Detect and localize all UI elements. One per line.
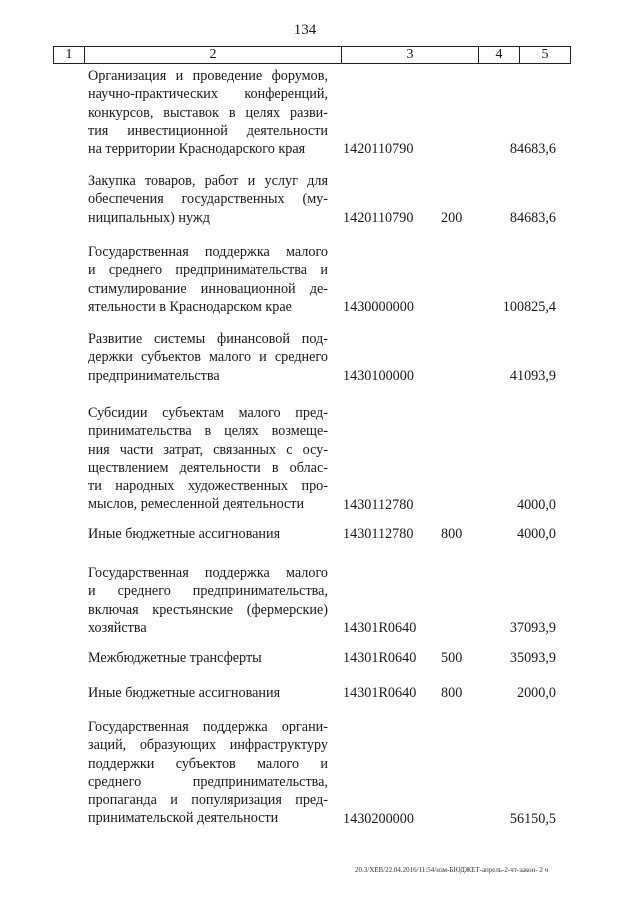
description-line: на территории Краснодарского края (88, 141, 306, 158)
amount: 56150,5 (509, 810, 556, 827)
description-line: ти народных художественных про- (88, 478, 328, 495)
description-line: конкурсов, выставок в целях разви- (88, 104, 328, 121)
expense-type-code: 200 (441, 209, 463, 226)
target-code: 1430200000 (343, 810, 414, 827)
description-line: Межбюджетные трансферты (88, 650, 262, 666)
description-line: ниципальных) нужд (88, 209, 210, 226)
row-description (88, 67, 328, 158)
description-line: Субсидии субъектам малого пред- (88, 405, 328, 421)
column-header-1: 1 (54, 47, 85, 64)
column-header-row (54, 47, 571, 64)
page-number: 134 (293, 22, 317, 38)
description-line: пропаганда и популяризация пред- (88, 792, 328, 809)
target-code: 14301R0640 (343, 650, 417, 666)
target-code: 1420110790 (343, 209, 414, 226)
description-line: Государственная поддержка органи- (88, 719, 328, 735)
row-description (88, 404, 328, 514)
description-line: Государственная поддержка малого (88, 565, 328, 581)
target-code: 1430100000 (343, 367, 414, 384)
row-description (88, 525, 328, 543)
description-line: стимулирование инновационной де- (88, 280, 328, 297)
description-line: и среднего предпринимательства, (88, 583, 328, 600)
description-line: Развитие системы финансовой под- (88, 331, 328, 347)
row-description (88, 172, 328, 227)
description-line: ятельности в Краснодарском крае (88, 298, 292, 315)
target-code: 1420110790 (343, 141, 414, 158)
description-line: поддержки субъектов малого и (88, 755, 328, 772)
description-line: хозяйства (88, 619, 147, 636)
description-line: тия инвестиционной деятельности (88, 122, 328, 139)
description-line: ществлением деятельности в облас- (88, 459, 328, 476)
amount: 41093,9 (509, 367, 556, 384)
amount: 4000,0 (516, 496, 556, 513)
target-code: 1430112780 (343, 496, 414, 513)
amount: 100825,4 (502, 298, 556, 315)
target-code: 1430000000 (343, 298, 414, 315)
footer-stamp: 20.3/XEB/22.04.2016/11:54/изм-БЮДЖЕТ-апрель-2-чт-закон- 2 ч (355, 866, 549, 874)
description-line: ния части затрат, связанных с осу- (88, 441, 328, 458)
amount: 4000,0 (516, 526, 556, 542)
row-description (88, 649, 328, 667)
amount: 2000,0 (516, 685, 556, 701)
column-header-table (53, 46, 571, 64)
description-line: Закупка товаров, работ и услуг для (88, 173, 328, 189)
row-description (88, 564, 328, 637)
description-line: заций, образующих инфраструктуру (88, 737, 328, 754)
column-header-3: 3 (342, 47, 479, 64)
column-header-5: 5 (520, 47, 571, 64)
description-line: предпринимательства (88, 367, 220, 384)
description-line: Иные бюджетные ассигнования (88, 685, 281, 701)
column-header-2: 2 (85, 47, 342, 64)
row-description (88, 718, 328, 828)
description-line: Организация и проведение форумов, (88, 68, 328, 84)
description-line: и среднего предпринимательства и (88, 262, 328, 279)
expense-type-code: 800 (441, 526, 463, 542)
target-code: 14301R0640 (343, 685, 417, 701)
row-description (88, 243, 328, 316)
description-line: Иные бюджетные ассигнования (88, 526, 281, 542)
amount: 84683,6 (509, 141, 556, 158)
amount: 35093,9 (509, 650, 556, 666)
target-code: 1430112780 (343, 526, 414, 542)
description-line: среднего предпринимательства, (88, 773, 328, 790)
row-description (88, 684, 328, 702)
expense-type-code: 800 (441, 685, 463, 701)
description-line: включая крестьянские (фермерские) (88, 601, 328, 618)
description-line: держки субъектов малого и среднего (88, 349, 328, 366)
target-code: 14301R0640 (343, 619, 417, 636)
description-line: обеспечения государственных (му- (88, 191, 328, 208)
row-description (88, 330, 328, 385)
description-line: принимательства в целях возмеще- (88, 423, 328, 440)
description-line: научно-практических конференций, (88, 86, 328, 103)
description-line: мыслов, ремесленной деятельности (88, 496, 305, 513)
column-header-4: 4 (479, 47, 520, 64)
amount: 84683,6 (509, 209, 556, 226)
amount: 37093,9 (509, 619, 556, 636)
description-line: Государственная поддержка малого (88, 244, 328, 260)
description-line: принимательской деятельности (88, 810, 279, 827)
expense-type-code: 500 (441, 650, 463, 666)
